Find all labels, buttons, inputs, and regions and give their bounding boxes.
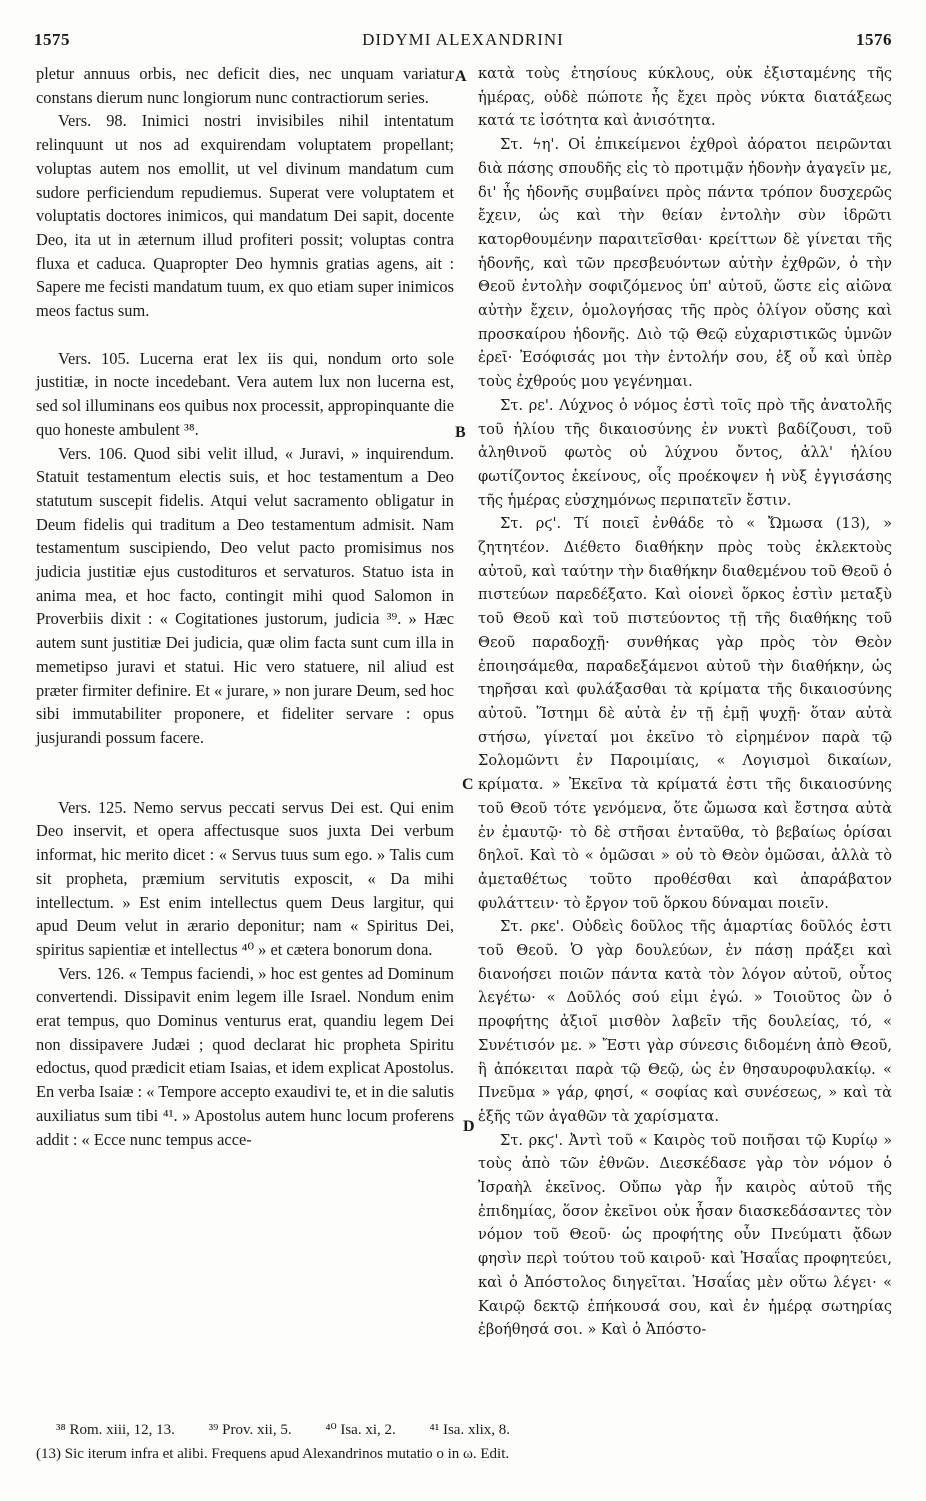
latin-paragraph: Vers. 106. Quod sibi velit illud, « Juravi, » inquirendum. Statuit testamentum electis suis, et hoc testamentum a Deo statutum suscepit fidelis. Atqui velut sacramento obligatur in Deum fidelis qui traditum a Deo testamentum admisit. Nam testamentum suscipiendo, Deo velut pacto promisimus nos judicia justitiæ ejus custodituros et servaturos. Statuo ista in anima mea, et hoc facto, contingit mihi quod Salomon in Proverbiis dixit : « Cogitationes justorum, judicia ³⁹. » Hæc autem sunt justitiæ Dei judicia, quæ olim facta sunt cum illa in memetipso juravi et statui. Hic vero statuere, nil aliud est præter firmiter definire. Et « jurare, » non jurare Deum, sed hoc sibi immutabiliter proponere, et fideliter servare : opus jusjurandi possum facere.	[36, 443, 454, 747]
latin-paragraph: Vers. 126. « Tempus faciendi, » hoc est gentes ad Dominum convertendi. Dissipavit enim legem ille Israel. Nondum enim erat tempus, quo Dominus venturus erat, quandiu legem Dei non dissipavere Judæi ; quod declarat hic propheta Spiritu edoctus, quod prædicit etiam Isaias, et idem explicat Apostolus. En verba Isaiæ : « Tempore accepto exaudivi te, et in die salutis auxiliatus sum tibi ⁴¹. » Apostolus autem hunc locum proferens addit : « Ecce nunc tempus acce-	[36, 963, 454, 1149]
greek-column	[478, 62, 892, 1342]
right-page-number: 1576	[856, 30, 892, 49]
footnote-ref: ³⁹ Prov. xii, 5.	[208, 1422, 292, 1438]
latin-column	[36, 62, 454, 1151]
greek-paragraph: Στ. ρϛ'. Τί ποιεῖ ἐνθάδε τὸ « Ὤμωσα (13), » ζητητέον. Διέθετο διαθήκην πρὸς τοὺς ἐκλεκτοὺς αὐτοῦ, καὶ ταύτην τὴν διαθήκην διαθεμένου τοῦ Θεοῦ ὁ πιστεύων παρεδέξατο. Καὶ οἱονεὶ ὅρκος ἐστὶν μεταξὺ τοῦ Θεοῦ καὶ τοῦ πιστεύοντος τῇ τῆς διαθήκης τοῦ Θεοῦ παραδοχῇ· συνθήκας γὰρ πρὸς τὸν Θεὸν ἐποιησάμεθα, παραδεξάμενοι αὐτοῦ τὴν διαθήκην, ὡς τηρῆσαι καὶ φυλάξασθαι τὰ κρίματα τῆς δικαιοσύνης αὐτοῦ. Ἵστημι δὲ αὐτὰ ἐν τῇ ἐμῇ ψυχῇ· ὅταν αὐτὰ στήσω, γίνεταί μοι ἐκεῖνο τὸ εἰρημένον παρὰ τῷ Σολομῶντι ἐν Παροιμίαις, « Λογισμοὶ δικαίων, κρίματα. » Ἐκεῖνα τὰ κρίματά ἐστι τῆς δικαιοσύνης τοῦ Θεοῦ τότε γενόμενα, ὅτε ὤμωσα καὶ ἔστησα αὐτὰ ἐν ἐμαυτῷ· τὸ δὲ στῆσαι ἐνταῦθα, τὸ βεβαίως ὁρίσαι δηλοῖ. Καὶ τὸ « ὀμῶσαι » οὐ τὸ Θεὸν ὀμῶσαι, ἀλλὰ τὸ ἀμεταθέτως τοῦτο προθέσθαι καὶ ἀπαράβατον φυλάττειν· τὸ ἔργον τοῦ ὅρκου δύναμαι ποιεῖν.	[478, 515, 892, 912]
footnotes	[36, 1418, 896, 1466]
latin-paragraph: Vers. 98. Inimici nostri invisibiles nihil intentatum relinquunt ut nos ad exquirendam voluptatem propellant; voluptas autem nos emollit, ut vel divinum mandatum cum sudore perficiendum repudiemus. Superat vere voluptatem et voluptatis doctores inimicos, qui mandatum Dei sapit, docente Deo, ita ut in æternum illud profiteri possit; voluptas contra fluxa et caduca. Quapropter Deo hymnis gratias agens, ait : Sapere me fecisti mandatum tuum, ex quo etiam super inimicos meos factus sum.	[36, 111, 454, 321]
margin-marker-c: C	[462, 776, 474, 793]
left-page-number: 1575	[34, 30, 70, 49]
footnote-ref: ³⁸ Rom. xiii, 12, 13.	[56, 1422, 175, 1438]
greek-paragraph: Στ. ϟη'. Οἱ ἐπικείμενοι ἐχθροὶ ἀόρατοι πειρῶνται διὰ πάσης σπουδῆς εἰς τὸ προτιμᾷν ἡδονὴν ἀγαγεῖν με, δι' ἧς ἡδονῆς συμβαίνει πρὸς πάντα τρόπον δυσχερῶς ἔχειν, ὡς καὶ τὴν θείαν ἐντολὴν σὺν ἱδρῶτι κατορθουμένην παραιτεῖσθαι· κρείττων δὲ γίνεται τῆς ἡδονῆς, καὶ τῶν πρεσβευόντων αὐτὴν ἐχθρῶν, ὁ τὴν Θεοῦ ἐντολὴν σοφιζόμενος ὑπ' αὐτοῦ, ὥστε εἰς αἰῶνα αὐτὴν ἔχειν, ὁμολογήσας τῆς πρὸς ὀλίγον οὔσης καὶ προσκαίρου ἡδονῆς. Διὸ τῷ Θεῷ εὐχαριστικῶς ὑμνῶν ἐρεῖ· Ἐσόφισάς μοι τὴν ἐντολήν σου, ἐξ οὗ καὶ ὑπὲρ τοὺς ἐχθρούς μου γεγένημαι.	[478, 136, 892, 391]
running-title: DIDYMI ALEXANDRINI	[362, 30, 564, 49]
greek-paragraph: Στ. ρκϛ'. Ἀντὶ τοῦ « Καιρὸς τοῦ ποιῆσαι τῷ Κυρίῳ » τοὺς ἀπὸ τῶν ἐθνῶν. Διεσκέδασε γὰρ τὸν νόμον ὁ Ἰσραὴλ ἐκεῖνος. Οὔπω γὰρ ἦν καιρὸς αὐτοῦ τῆς ἐπιδημίας, ὅσον ἐκεῖνοι οὐκ ἦσαν διασκεδάσαντες τὸν νόμον τοῦ Θεοῦ· ὡς προφήτης οὖν Πνεύματι ᾄδων φησὶν περὶ τούτου τοῦ καιροῦ· καὶ Ἡσαΐας προφητεύει, καὶ ὁ Ἀπόστολος διηγεῖται. Ἡσαΐας μὲν οὕτω λέγει· « Καιρῷ δεκτῷ ἐπήκουσά σου, καὶ ἐν ἡμέρᾳ σωτηρίας ἐβοήθησά σοι. » Καὶ ὁ Ἀπόστο-	[478, 1131, 892, 1339]
footnote-ref: ⁴¹ Isa. xlix, 8.	[429, 1422, 511, 1438]
latin-paragraph: Vers. 105. Lucerna erat lex iis qui, nondum orto sole justitiæ, in nocte incedebant. Vera autem lux non lucerna est, sed sol illuminans eos quibus nox processit, appropinquante die quo honeste ambulent ³⁸.	[36, 348, 454, 439]
editor-note: (13) Sic iterum infra et alibi. Frequens apud Alexandrinos mutatio o in ω. Edit.	[36, 1446, 510, 1462]
latin-paragraph: Vers. 125. Nemo servus peccati servus Dei est. Qui enim Deo inservit, et opera affectusque suos juxta Dei verbum informat, hic merito dicet : « Servus tuus sum ego. » Talis cum sit propheta, præmium servitutis exposcit, « Da mihi intellectum. » Est enim intellectus quem Deus largitur, qui apud Deum velut in ærario deponitur; nam « Spiritus Dei, spiritus sapientiæ et intellectus ⁴⁰ » et cætera bonorum dona.	[36, 797, 454, 959]
margin-marker-b: B	[455, 424, 466, 441]
margin-marker-d: D	[463, 1118, 475, 1135]
footnote-references	[36, 1418, 896, 1442]
greek-paragraph: Στ. ρκε'. Οὐδεὶς δοῦλος τῆς ἁμαρτίας δοῦλός ἐστι τοῦ Θεοῦ. Ὁ γὰρ δουλεύων, ἐν πάσῃ πράξει καὶ διανοήσει ποιῶν πάντα κατὰ τὸν λόγον αὐτοῦ, οὗτος λεγέτω· « Δοῦλός σού εἰμι ἐγώ. » Τοιοῦτος ὢν ὁ προφήτης ἀξιοῖ μισθὸν λαβεῖν τῆς δουλείας, τό, « Συνέτισόν με. » Ἔστι γὰρ σύνεσις διδομένη ἀπὸ Θεοῦ, ἣ ἀπόκειται παρὰ τῷ Θεῷ, ὡς ἐν θησαυροφυλακίῳ. « Πνεῦμα » γάρ, φησί, « σοφίας καὶ συνέσεως, » καὶ τὰ ἑξῆς τῶν ἀγαθῶν τὰ χαρίσματα.	[478, 918, 892, 1125]
footnote-ref: ⁴⁰ Isa. xi, 2.	[325, 1422, 396, 1438]
margin-marker-a: A	[455, 68, 467, 85]
greek-paragraph: κατὰ τοὺς ἐτησίους κύκλους, οὐκ ἐξισταμένης τῆς ἡμέρας, οὐδὲ πώποτε ἧς ἔχει πρὸς νύκτα διατάξεως κατά τε ἰσότητα καὶ ἀνισότητα.	[478, 65, 892, 130]
page-header	[34, 30, 892, 54]
greek-paragraph: Στ. ρε'. Λύχνος ὁ νόμος ἐστὶ τοῖς πρὸ τῆς ἀνατολῆς τοῦ ἡλίου τῆς δικαιοσύνης ἐν νυκτὶ βαδίζουσι, τοῦ ἀληθινοῦ φωτὸς οὐ λύχνου ὄντος, ἀλλ' ἡλίου φωτίζοντος ἐκείνους, οἷς προέκοψεν ἡ νὺξ ἐγγισάσης τῆς ἡμέρας εὐσχημόνως περιπατεῖν ἔστιν.	[478, 396, 892, 509]
latin-paragraph: pletur annuus orbis, nec deficit dies, nec unquam variatur constans dierum nunc longiorum nunc contractiorum series.	[36, 64, 454, 107]
